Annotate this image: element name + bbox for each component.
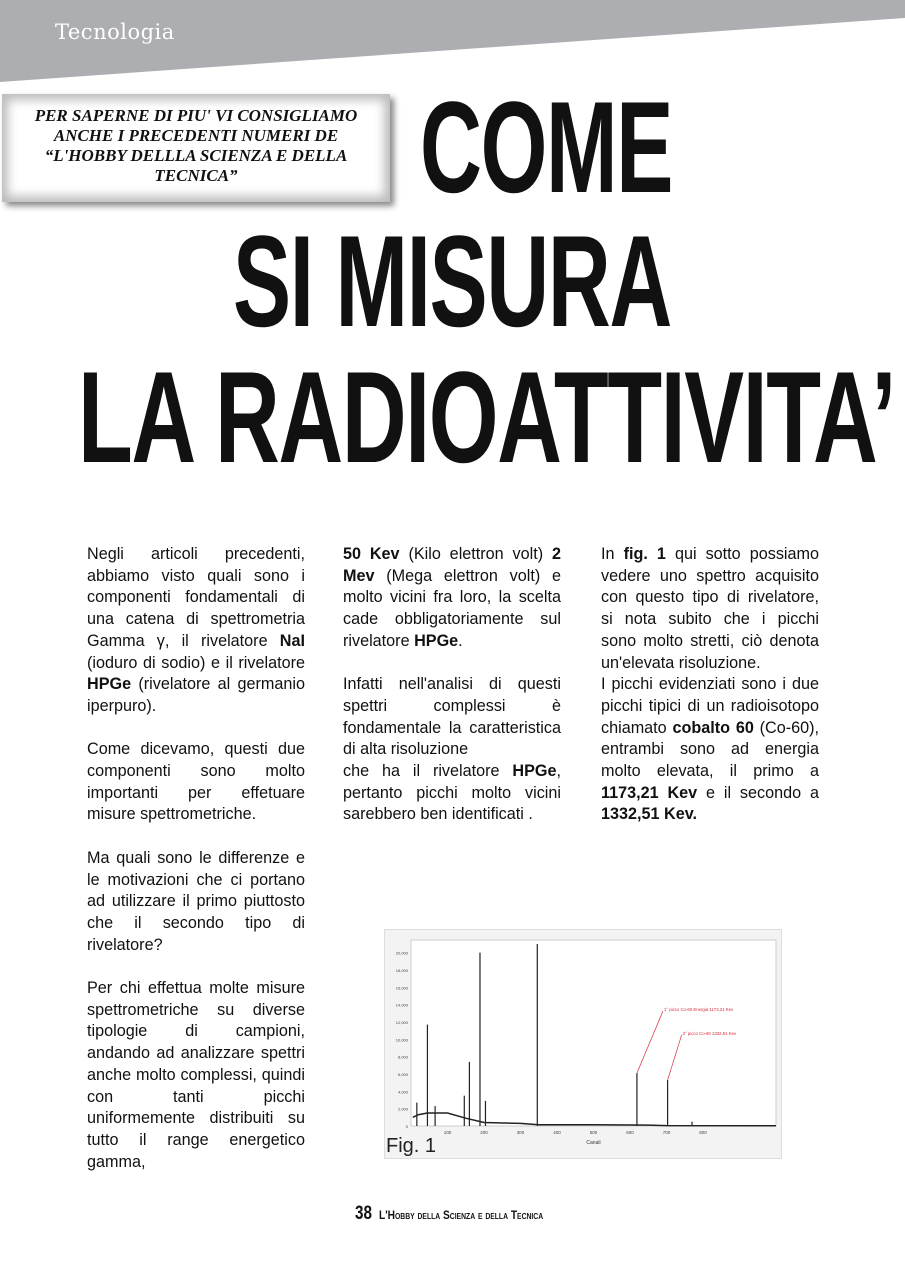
page-footer [355, 1203, 572, 1225]
box-line: “L'HOBBY DELLLA SCIENZA E DELLA [44, 146, 348, 165]
x-axis-label: Canali [586, 1140, 601, 1146]
y-tick-label: 14,000 [395, 1002, 408, 1008]
y-tick-label: 16,000 [395, 985, 408, 991]
box-line: TECNICA” [154, 166, 238, 185]
y-tick-label: 10,000 [395, 1037, 408, 1043]
x-tick-label: 200 [480, 1130, 488, 1135]
paragraph: Negli articoli precedenti, abbiamo visto quali sono i componenti fondamentali di una catena di spettrometria Gamma γ, il rivelatore NaI (ioduro di sodio) e il rivelatore HPGe (rivelatore al germanio iperpuro). [87, 545, 305, 715]
figure-caption: Fig. 1 [386, 1135, 437, 1157]
x-tick-label: 600 [626, 1130, 634, 1135]
x-tick-label: 300 [516, 1130, 525, 1135]
x-tick-label: 400 [553, 1130, 561, 1135]
y-tick-label: 6,000 [397, 1072, 408, 1077]
paragraph: Infatti nell'analisi di questi spettri complessi è fondamentale la caratteristica di alta risoluzione che ha il rivelatore HPGe, pertanto picchi molto vicini sarebbero ben identificati . [343, 675, 561, 824]
paragraph: 50 Kev (Kilo elettron volt) 2 Mev (Mega elettron volt) e molto vicini fra loro, la scelta cade obbligatoriamente sul rivelatore HPGe. [343, 545, 562, 650]
article-column-2 [343, 544, 561, 848]
title-line-1: COME [420, 74, 673, 220]
related-issues-box [2, 94, 390, 202]
paragraph: Ma quali sono le differenze e le motivazioni che ci portano ad utilizzare il primo piuttosto che il secondo tipo di rivelatore? [87, 848, 305, 954]
spectrum-chart [385, 930, 781, 1158]
box-line: ANCHE I PRECEDENTI NUMERI DE [53, 126, 339, 145]
paragraph: Per chi effettua molte misure spettrometriche su diverse tipologie di campioni, andando ad analizzare spettri anche molto complessi, quindi con tanti picchi uniformemente distribuiti su tutto il range energetico gamma, [87, 979, 305, 1171]
article-column-3 [601, 544, 819, 848]
paragraph: Come dicevamo, questi due componenti sono molto importanti per effetuare misure spettrometriche. [87, 740, 305, 824]
article-column-1 [87, 544, 305, 1195]
x-tick-label: 100 [443, 1130, 452, 1135]
box-line: PER SAPERNE DI PIU' VI CONSIGLIAMO [34, 106, 358, 125]
x-tick-label: 700 [662, 1130, 671, 1135]
figure-spectrum [384, 929, 782, 1159]
y-tick-label: 18,000 [395, 968, 408, 973]
y-tick-label: 4,000 [397, 1089, 408, 1095]
peak-annotation: 2° picco Co-60 1332,51 Kev [682, 1031, 737, 1037]
x-tick-label: 500 [589, 1130, 598, 1135]
y-tick-label: 0 [405, 1124, 408, 1129]
paragraph: In fig. 1 qui sotto possiamo vedere uno spettro acquisito con questo tipo di rivelatore, si nota subito che i picchi sono molto stretti, ciò denota un'elevata risoluzione. I picchi evidenziati sono i due picchi tipici di un radioisotopo chiamato cobalto 60 (Co-60), entrambi sono ad energia molto elevata, il primo a 1173,21 Kev e il secondo a 1332,51 Kev. [601, 545, 820, 824]
section-label: Tecnologia [55, 20, 175, 44]
magazine-name: L'Hobby della Scienza e della Tecnica [378, 1208, 543, 1222]
y-tick-label: 20,000 [395, 950, 408, 956]
title-line-2: SI MISURA [233, 208, 671, 354]
x-tick-label: 800 [699, 1130, 707, 1135]
title-line-3: LA RADIOATTIVITA’ [78, 344, 896, 490]
y-tick-label: 12,000 [395, 1020, 408, 1025]
page-number: 38 [355, 1203, 372, 1224]
peak-annotation: 1° picco Co-60 Energia 1173,21 Kev [663, 1007, 734, 1013]
y-tick-label: 8,000 [397, 1054, 408, 1060]
y-tick-label: 2,000 [397, 1106, 408, 1112]
